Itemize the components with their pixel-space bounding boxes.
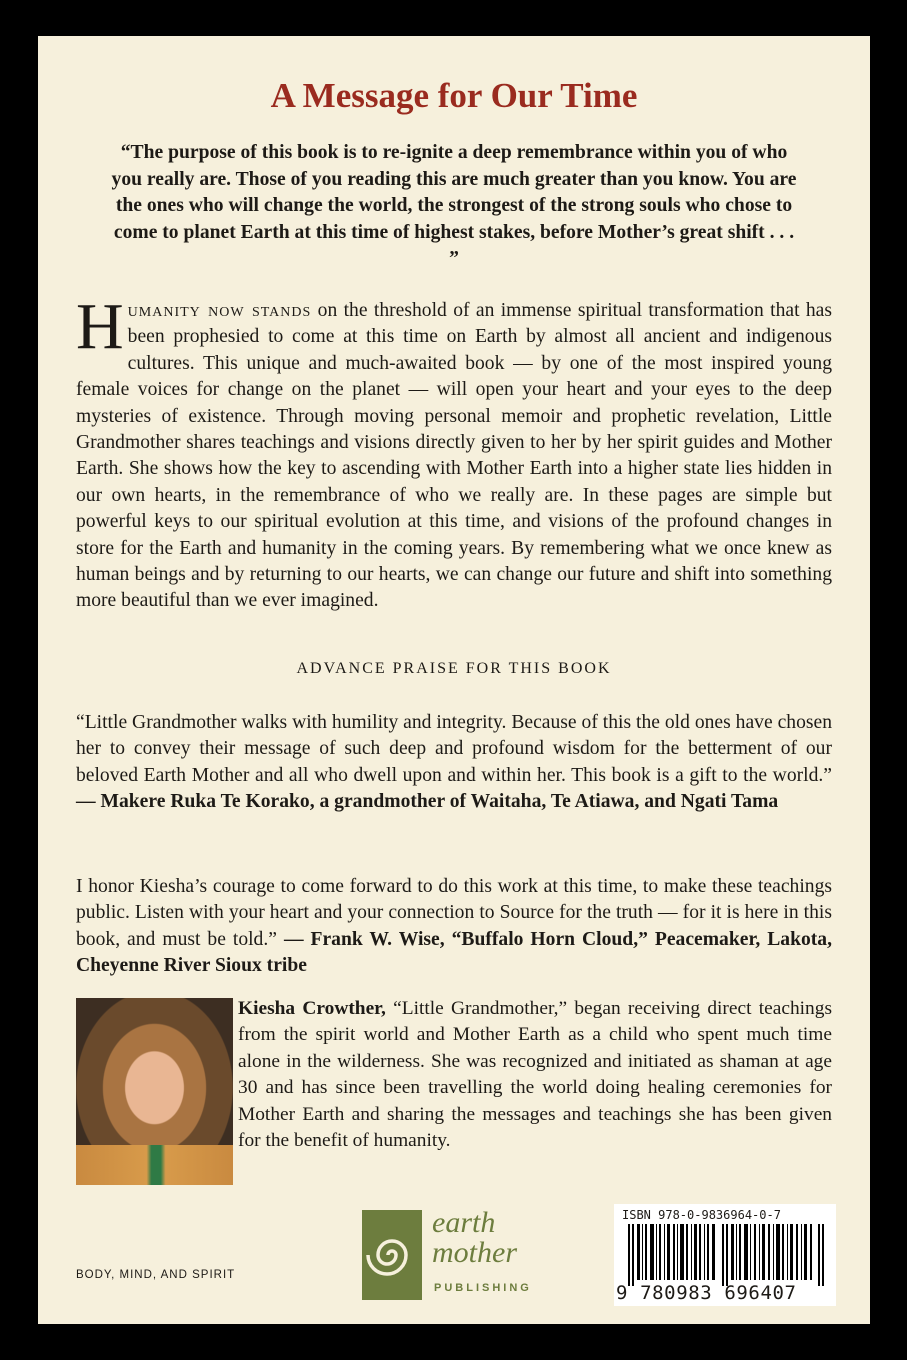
publisher-wordmark: [432, 1208, 517, 1268]
praise-attribution: — Frank W. Wise, “Buffalo Horn Cloud,” Peacemaker, Lakota, Cheyenne River Sioux tribe: [76, 928, 832, 977]
praise-text: “Little Grandmother walks with humility and integrity. Because of this the old ones have chosen her to convey their message of such deep and profound wisdom for the betterment of our beloved Earth Mother and all who dwell upon and within her. This book is a gift to the world.”: [76, 712, 832, 786]
praise-quote-2: [76, 874, 832, 980]
publisher-logo: [362, 1208, 552, 1304]
praise-attribution: — Makere Ruka Te Korako, a grandmother of Waitaha, Te Atiawa, and Ngati Tama: [76, 791, 779, 813]
page-title: A Message for Our Time: [270, 76, 638, 115]
author-name: Kiesha Crowther,: [238, 998, 386, 1019]
barcode-icon: [628, 1224, 824, 1286]
publisher-line-3: PUBLISHING: [434, 1282, 532, 1294]
back-cover: [38, 36, 870, 1324]
drop-cap: H: [76, 290, 124, 363]
author-bio-text: “Little Grandmother,” began receiving direct teachings from the spirit world and Mother Earth as a child who spent much time alone in the wilderness. She was recognized and initiated as shaman at age 30 and has since been travelling the world doing healing ceremonies for Mother Earth and sharing the messages and teachings she has been given for the benefit of humanity.: [238, 998, 832, 1152]
description-text: on the threshold of an immense spiritual transformation that has been prophesied to come at this time on Earth by almost all ancient and indigenous cultures. This unique and much-awaited book — by one of the most inspired young female voices for change on the planet — will open your heart and your eyes to the deep mysteries of existence. Through moving personal memoir and prophetic revelation, Little Grandmother shares teachings and visions directly given to her by her spirit guides and Mother Earth. She shows how the key to ascending with Mother Earth into a higher state lies hidden in our own hearts, in the remembrance of who we really are. In these pages are simple but powerful keys to our spiritual evolution at this time, and visions of the profound changes in store for the Earth and humanity in the coming years. By remembering what we once knew as human beings and by returning to our hearts, we can change our future and shift into something more beautiful than we ever imagined.: [76, 300, 833, 612]
praise-heading: ADVANCE PRAISE FOR THIS BOOK: [296, 660, 612, 677]
publisher-line-1: earth: [432, 1206, 496, 1239]
author-photo-clothing: [76, 1145, 233, 1185]
isbn-label: ISBN 978-0-9836964-0-7: [622, 1208, 781, 1222]
isbn-barcode: [614, 1204, 836, 1306]
pull-quote: “The purpose of this book is to re-ignite a deep remembrance within you of who you really are. Those of you reading this are much greater than you know. You are the ones who will change the world, the strongest of the strong souls who chose to come to planet Earth at this time of highest stakes, before Mother’s great shift . . . ”: [111, 142, 797, 270]
praise-text: I honor Kiesha’s courage to come forward to do this work at this time, to make these teachings public. Listen with your heart and your connection to Source for the truth — for it is here in this book, and must be told.”: [76, 876, 832, 950]
barcode-number: 9 780983 696407: [616, 1282, 797, 1304]
book-description: [76, 290, 833, 615]
category-label: BODY, MIND, AND SPIRIT: [76, 1269, 236, 1281]
author-bio: [238, 996, 832, 1154]
spiral-icon: [362, 1210, 422, 1300]
praise-quote-1: [76, 710, 832, 816]
lead-in: umanity now stands: [127, 300, 312, 321]
author-photo: [76, 998, 233, 1185]
publisher-line-2: mother: [432, 1236, 517, 1269]
